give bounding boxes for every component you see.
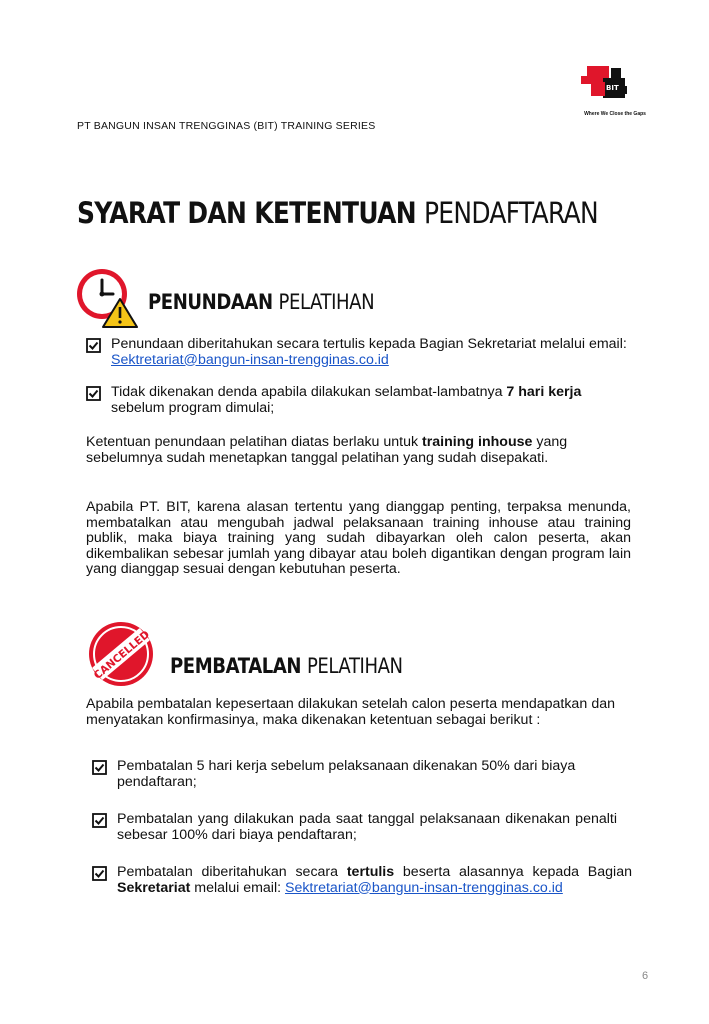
- cancelled-stamp-icon: [86, 619, 156, 694]
- list-item-text-mid: beserta alasannya kepada Bagian: [394, 864, 632, 880]
- email-link[interactable]: Sektretariat@bangun-insan-trengginas.co.id: [111, 351, 389, 368]
- section-title-bold: PENUNDAAN: [148, 290, 273, 314]
- checkbox-checked-icon: [92, 760, 107, 775]
- section-title-postponement: [148, 290, 374, 314]
- cancellation-intro: Apabila pembatalan kepesertaan dilakukan setelah calon peserta mendapatkan dan menyatakan konfirmasinya, maka dikenakan ketentuan sebagai berikut :: [86, 696, 615, 728]
- list-item-text-end: melalui email:: [190, 879, 285, 896]
- page-title: [77, 196, 598, 230]
- list-item: [92, 865, 632, 896]
- section-title-light: PELATIHAN: [306, 654, 403, 678]
- list-item-text-end: sebelum program dimulai;: [111, 399, 275, 416]
- list-item: [92, 812, 617, 843]
- list-item: [86, 337, 631, 368]
- list-item-text: Pembatalan 5 hari kerja sebelum pelaksanaan dikenakan 50% dari biaya pendaftaran;: [117, 758, 576, 790]
- list-item-bold: tertulis: [346, 864, 395, 880]
- stamp-text: CANCELLED: [91, 628, 153, 682]
- para-bold: training inhouse: [422, 434, 533, 450]
- checkbox-checked-icon: [92, 866, 107, 881]
- section-title-cancellation: [170, 654, 403, 678]
- page-title-bold: SYARAT DAN KETENTUAN: [77, 196, 416, 230]
- list-item-text: Pembatalan diberitahukan secara: [117, 864, 347, 880]
- section-title-light: PELATIHAN: [278, 290, 375, 314]
- list-item-bold-2: Sekretariat: [117, 879, 191, 896]
- list-item-text: Tidak dikenakan denda apabila dilakukan selambat-lambatnya: [111, 384, 507, 400]
- list-item: [92, 759, 617, 790]
- checkbox-checked-icon: [86, 338, 101, 353]
- postponement-paragraph-1: [86, 435, 631, 466]
- list-item-bold: 7 hari kerja: [506, 384, 582, 400]
- para-text-end: yang sebelumnya sudah menetapkan tanggal pelatihan yang sudah disepakati.: [86, 434, 568, 466]
- checkbox-checked-icon: [86, 386, 101, 401]
- logo-tagline: Where We Close the Gaps: [584, 111, 646, 117]
- section-title-bold: PEMBATALAN: [170, 654, 302, 678]
- page-number: 6: [642, 970, 649, 982]
- header-series-title: PT BANGUN INSAN TRENGGINAS (BIT) TRAINING SERIES: [77, 120, 376, 132]
- postponement-paragraph-2: Apabila PT. BIT, karena alasan tertentu yang dianggap penting, terpaksa menunda, membatalkan atau mengubah jadwal pelaksanaan training inhouse atau training publik, maka biaya training yang sudah dibayarkan oleh calon peserta, akan dikembalikan sebesar jumlah yang dibayar atau boleh digantikan dengan program lain yang dianggap sesuai dengan kebutuhan peserta.: [86, 499, 631, 578]
- list-item: [86, 385, 631, 416]
- checkbox-checked-icon: [92, 813, 107, 828]
- list-item-text: Penundaan diberitahukan secara tertulis kepada Bagian Sekretariat melalui email:: [111, 336, 627, 352]
- page-title-light: PENDAFTARAN: [423, 196, 598, 230]
- list-item-text: Pembatalan yang dilakukan pada saat tanggal pelaksanaan dikenakan penalti sebesar 100% dari biaya pendaftaran;: [117, 811, 617, 843]
- para-text: Ketentuan penundaan pelatihan diatas berlaku untuk: [86, 434, 423, 450]
- logo-mark-text: BIT: [606, 84, 619, 92]
- email-link[interactable]: Sektretariat@bangun-insan-trengginas.co.id: [284, 879, 563, 896]
- clock-warning-icon: [73, 263, 139, 338]
